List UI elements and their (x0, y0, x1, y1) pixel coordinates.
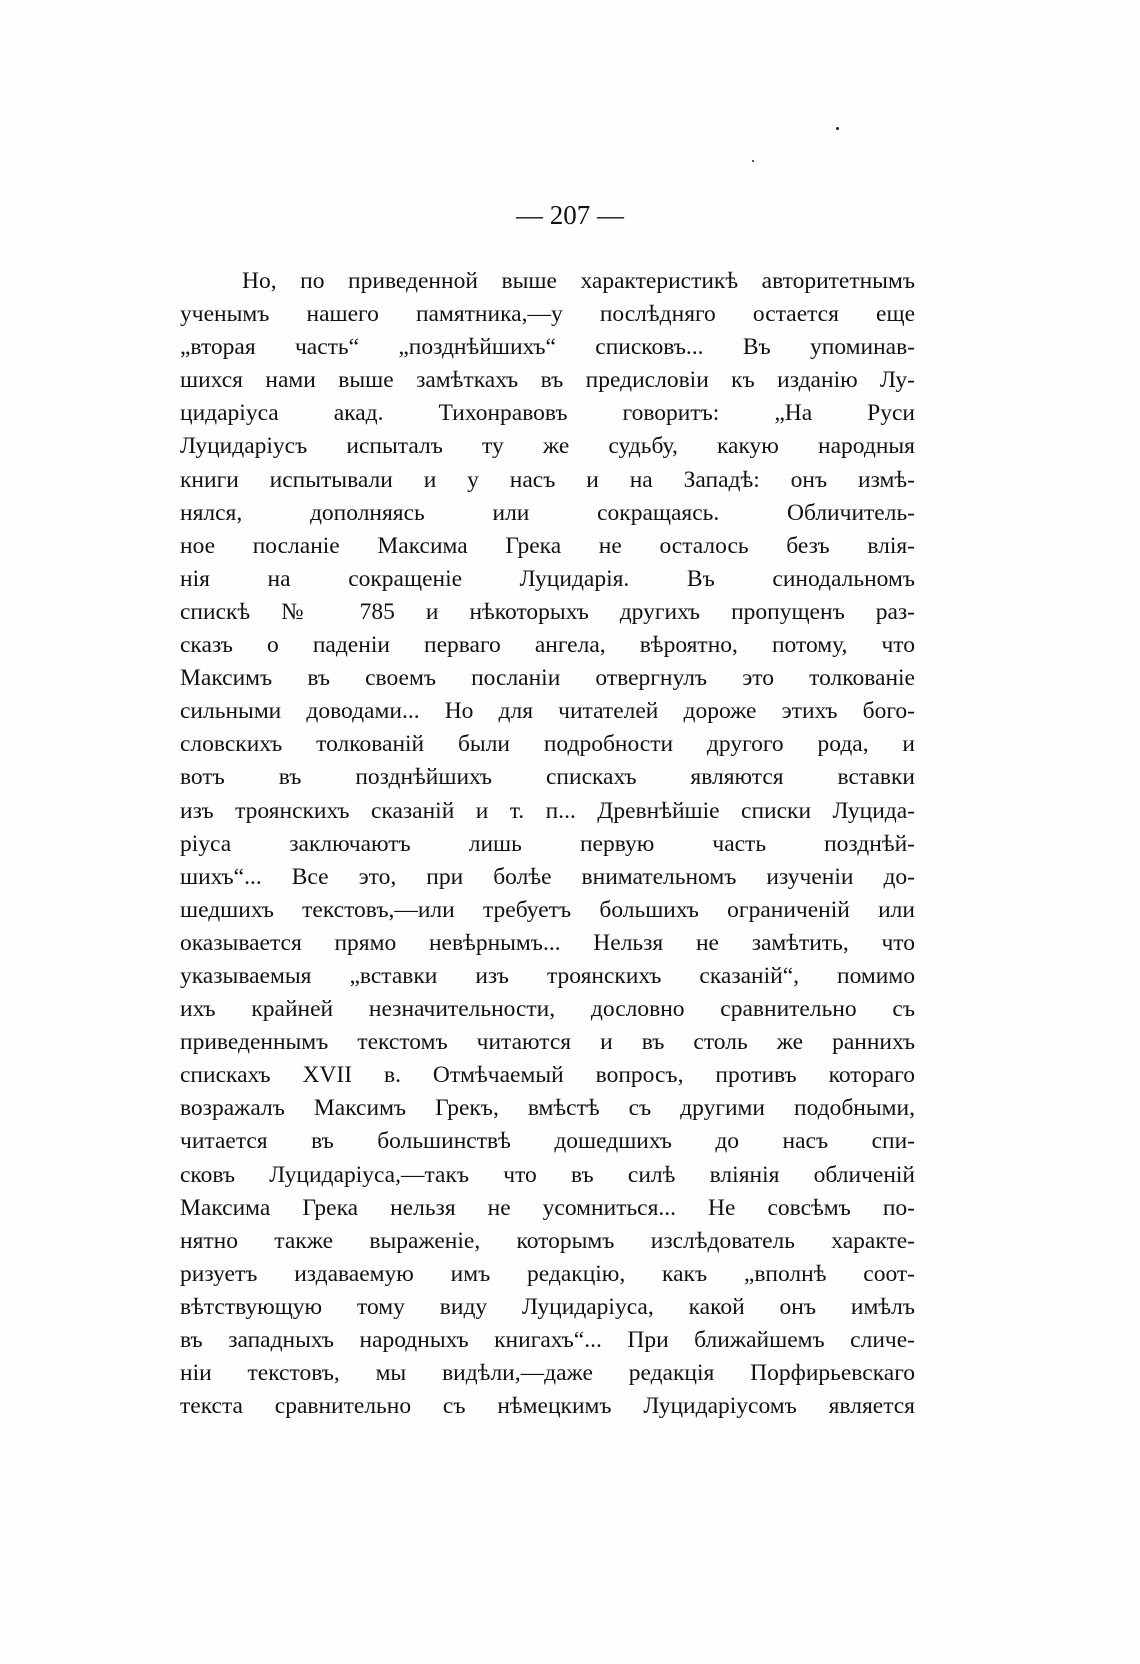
text-line: вѣтствующую тому виду Луцидаріуса, какой онъ имѣлъ (180, 1293, 915, 1320)
text-line: спискахъ XVII в. Отмѣчаемый вопросъ, противъ котораго (180, 1062, 915, 1089)
text-line: „вторая часть“ „позднѣйшихъ“ списковъ... Въ упоминав- (180, 334, 915, 361)
text-line: словскихъ толкованій были подробности другого рода, и (180, 731, 915, 758)
text-line: Но, по приведенной выше характеристикѣ авторитетнымъ (242, 268, 915, 294)
text-line: текста сравнительно съ нѣмецкимъ Луцидаріусомъ является (180, 1393, 915, 1420)
text-line: сковъ Луцидаріуса,—такъ что въ силѣ вліянія обличеній (180, 1161, 915, 1188)
text-line: спискѣ № 785 и нѣкоторыхъ другихъ пропущенъ раз- (180, 598, 915, 625)
body-text (180, 265, 915, 1423)
text-line: ное посланіе Максима Грека не осталось безъ влія- (180, 532, 915, 559)
text-line: изъ троянскихъ сказаній и т. п... Древнѣйшіе списки Луцида- (180, 797, 915, 824)
text-line: читается въ большинствѣ дошедшихъ до насъ спи- (180, 1128, 915, 1155)
text-line: шихся нами выше замѣткахъ въ предисловіи къ изданію Лу- (180, 367, 915, 394)
text-line: ніи текстовъ, мы видѣли,—даже редакція Порфирьевскаго (180, 1360, 915, 1387)
text-line: Максимъ въ своемъ посланіи отвергнулъ это толкованіе (180, 665, 915, 692)
text-line: шедшихъ текстовъ,—или требуетъ большихъ ограниченій или (180, 896, 915, 923)
page-number: — 207 — (516, 200, 624, 230)
text-line: Максима Грека нельзя не усомниться... Не совсѣмъ по- (180, 1194, 915, 1221)
text-line: книги испытывали и у насъ и на Западѣ: онъ измѣ- (180, 466, 915, 493)
text-line: указываемыя „вставки изъ троянскихъ сказаній“, помимо (180, 962, 915, 989)
text-line: возражалъ Максимъ Грекъ, вмѣстѣ съ другими подобными, (180, 1095, 915, 1122)
text-line: нятно также выраженіе, которымъ изслѣдователь характе- (180, 1227, 915, 1254)
text-line: ризуетъ издаваемую имъ редакцію, какъ „вполнѣ соот- (180, 1260, 915, 1287)
ink-speck (752, 160, 754, 162)
text-line: сказъ о паденіи перваго ангела, вѣроятно, потому, что (180, 632, 915, 659)
text-line: Луцидаріусъ испыталъ ту же судьбу, какую народныя (180, 433, 915, 460)
text-line: въ западныхъ народныхъ книгахъ“... При ближайшемъ сличе- (180, 1327, 915, 1353)
text-line: нія на сокращеніе Луцидарія. Въ синодальномъ (180, 565, 915, 592)
text-line: оказывается прямо невѣрнымъ... Нельзя не замѣтить, что (180, 929, 915, 956)
text-line: ученымъ нашего памятника,—у послѣдняго остается еще (180, 301, 915, 328)
text-line: ріуса заключаютъ лишь первую часть позднѣй- (180, 830, 915, 857)
text-line: сильными доводами... Но для читателей дороже этихъ бого- (180, 698, 915, 725)
text-line: приведеннымъ текстомъ читаются и въ столь же раннихъ (180, 1029, 915, 1056)
ink-speck (836, 127, 839, 130)
text-line: вотъ въ позднѣйшихъ спискахъ являются вставки (180, 764, 915, 791)
text-line: цидаріуса акад. Тихонравовъ говоритъ: „На Руси (180, 400, 915, 427)
text-line: нялся, дополняясь или сокращаясь. Обличитель- (180, 499, 915, 526)
text-line: шихъ“... Все это, при болѣе внимательномъ изученіи до- (180, 863, 915, 890)
text-line: ихъ крайней незначительности, дословно сравнительно съ (180, 996, 915, 1023)
